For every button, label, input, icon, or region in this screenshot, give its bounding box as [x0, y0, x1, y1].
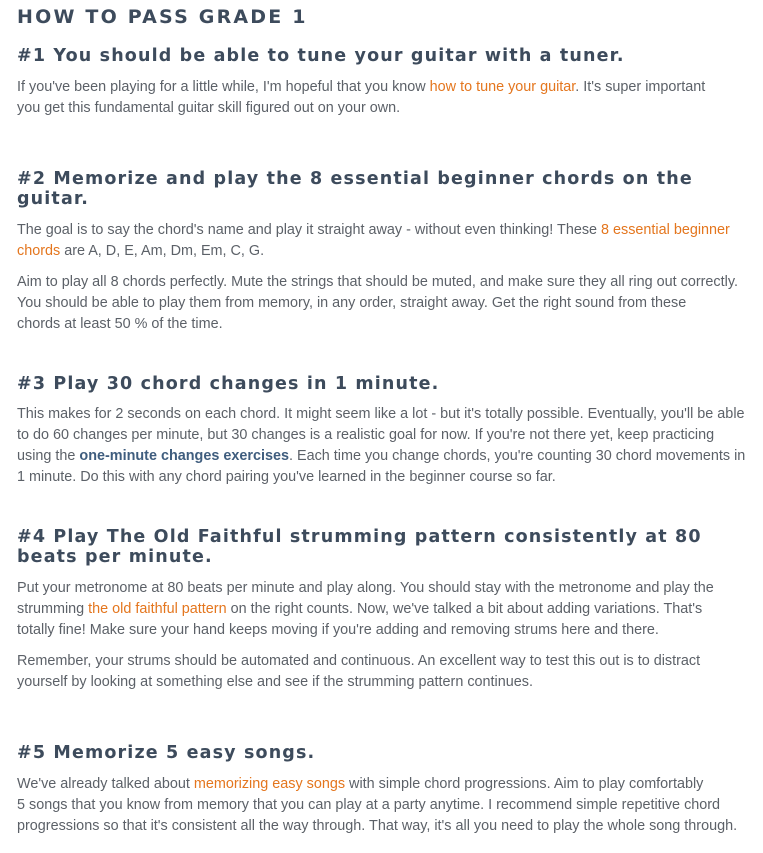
old-faithful-link[interactable]: the old faithful pattern — [88, 601, 227, 617]
section-4-heading — [17, 527, 737, 567]
section-3-text: using the — [17, 448, 80, 464]
section-2-heading-line: guitar. — [17, 189, 89, 209]
section-4-text: totally fine! Make sure your hand keeps moving if you're adding and removing strums here and there. — [17, 622, 659, 638]
section-2-text: Aim to play all 8 chords perfectly. Mute the strings that should be muted, and make sure they all ring out correctly. — [17, 274, 738, 290]
easy-songs-link[interactable]: memorizing easy songs — [193, 776, 346, 792]
section-5-text: with simple chord progressions. Aim to play comfortably — [345, 776, 704, 792]
section-4-text: Put your metronome at 80 beats per minute and play along. You should stay with the metronome and play the — [17, 580, 714, 596]
essential-chords-link[interactable]: 8 essential beginner — [601, 222, 730, 238]
section-5-paragraph — [17, 774, 763, 837]
section-2-paragraph-1 — [17, 220, 763, 262]
section-5-text: We've already talked about — [17, 776, 194, 792]
section-4-paragraph-2 — [17, 651, 763, 693]
section-4-heading-line: #4 Play The Old Faithful strumming pattern consistently at 80 — [17, 527, 702, 547]
section-2-heading-line: #2 Memorize and play the 8 essential beginner chords on the — [17, 169, 693, 189]
section-4-heading-line: beats per minute. — [17, 547, 213, 567]
section-1-text: you get this fundamental guitar skill figured out on your own. — [17, 100, 401, 116]
section-4-text: Remember, your strums should be automated and continuous. An excellent way to test this out is to distract — [17, 653, 701, 669]
section-4-text: strumming — [17, 601, 89, 617]
section-2-text: You should be able to play them from memory, in any order, straight away. Get the right sound from these — [17, 295, 687, 311]
section-2-text: The goal is to say the chord's name and play it straight away - without even thinking! These — [17, 222, 602, 238]
one-minute-changes-link[interactable]: one-minute changes exercises — [79, 448, 289, 464]
section-4-text: on the right counts. Now, we've talked a bit about adding variations. That's — [226, 601, 703, 617]
section-5-heading: #5 Memorize 5 easy songs. — [17, 743, 316, 763]
section-5-text: 5 songs that you know from memory that you can play at a party anytime. I recommend simple repetitive chord — [17, 797, 721, 813]
section-2-heading — [17, 169, 737, 209]
section-3-text: to do 60 changes per minute, but 30 changes is a realistic goal for now. If you're not there yet, keep practicing — [17, 427, 715, 443]
section-5-text: progressions so that it's consistent all the way through. That way, it's all you need to play the whole song through. — [17, 818, 738, 834]
essential-chords-link[interactable]: chords — [17, 243, 61, 259]
tune-guitar-link[interactable]: how to tune your guitar — [429, 79, 576, 95]
page-title: HOW TO PASS GRADE 1 — [17, 6, 308, 28]
section-3-heading: #3 Play 30 chord changes in 1 minute. — [17, 374, 440, 394]
section-1-heading: #1 You should be able to tune your guitar with a tuner. — [17, 46, 625, 66]
section-3-text: This makes for 2 seconds on each chord. It might seem like a lot - but it's totally possible. Eventually, you'll be able — [17, 406, 745, 422]
section-1-paragraph — [17, 77, 763, 119]
section-3-paragraph — [17, 404, 763, 488]
section-1-text: . It's super important — [575, 79, 706, 95]
section-3-text: 1 minute. Do this with any chord pairing you've learned in the beginner course so far. — [17, 469, 556, 485]
section-3-text: . Each time you change chords, you're counting 30 chord movements in — [288, 448, 746, 464]
section-4-paragraph-1 — [17, 578, 763, 641]
section-1-text: If you've been playing for a little while, I'm hopeful that you know — [17, 79, 430, 95]
section-2-text: chords at least 50 % of the time. — [17, 316, 223, 332]
section-2-paragraph-2 — [17, 272, 763, 335]
section-4-text: yourself by looking at something else and see if the strumming pattern continues. — [17, 674, 533, 690]
section-2-text: are A, D, E, Am, Dm, Em, C, G. — [60, 243, 265, 259]
